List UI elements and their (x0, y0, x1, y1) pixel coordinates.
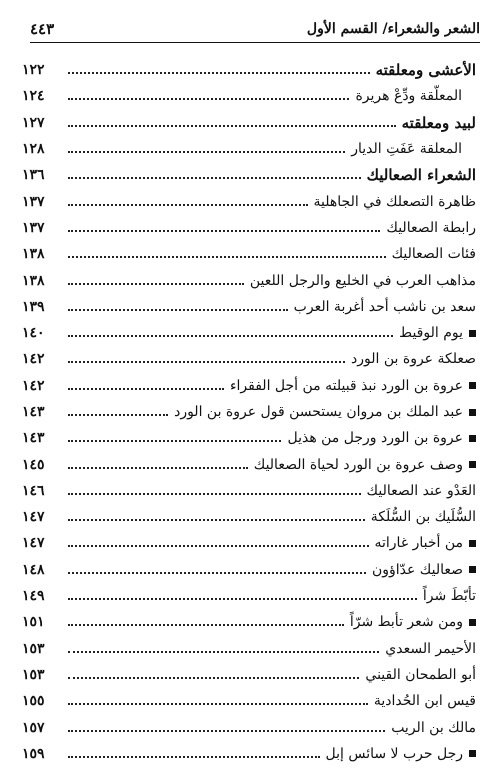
toc-entry-title: رابطة الصعاليك (386, 219, 476, 236)
toc-entry (22, 636, 476, 662)
toc-entry (22, 215, 476, 241)
toc-entry-title: مذاهب العرب في الخليع والرجل اللعين (249, 272, 476, 289)
square-bullet-icon (469, 409, 476, 416)
dot-leader (68, 598, 417, 600)
dot-leader (68, 256, 386, 258)
toc-entry-page: ١٢٤ (22, 88, 45, 105)
dot-leader (68, 335, 393, 337)
dot-leader (68, 283, 244, 285)
toc-entry (22, 110, 476, 136)
toc-entry-title: لبيد ومعلقته (401, 113, 476, 132)
square-bullet-icon (469, 566, 476, 573)
toc-entry-title: صعاليك عدّاؤون (371, 561, 463, 578)
toc-entry (22, 714, 476, 740)
toc-entry-page: ١٥١ (22, 614, 45, 631)
toc-entry-title: تأبّطَ شراً (422, 588, 476, 605)
toc-entry-title: العَدْو عند الصعاليك (366, 482, 476, 499)
toc-entry-title: أبو الطمحان القيني (365, 666, 476, 683)
dot-leader (68, 624, 344, 626)
toc-entry (22, 530, 476, 556)
dot-leader (68, 72, 370, 74)
toc-entry-page: ١٢٧ (22, 114, 45, 131)
dot-leader (68, 519, 365, 521)
toc-entry-title: ومن شعر تأبط شرّاً (349, 614, 463, 631)
toc-entry-title: السُّلَيك بن السُّلَكة (370, 509, 476, 526)
toc-entry (22, 741, 476, 767)
toc-entry (22, 346, 476, 372)
toc-entry (22, 241, 476, 267)
dot-leader (68, 493, 361, 495)
toc-entry-title: الشعراء الصعاليك (366, 166, 476, 185)
dot-leader (68, 677, 359, 679)
toc-entry (22, 557, 476, 583)
toc-entry-title: صعلكة عروة بن الورد (351, 351, 476, 368)
toc-entry-page: ١٣٨ (22, 272, 45, 289)
toc-entry (22, 57, 476, 83)
toc-entry-title: من أخبار غاراته (374, 535, 463, 552)
square-bullet-icon (469, 540, 476, 547)
dot-leader (68, 467, 248, 469)
toc-entry-title: يوم الوقيط (399, 325, 463, 342)
toc-entry-title: سعد بن ناشب أحد أغربة العرب (293, 298, 476, 315)
square-bullet-icon (469, 619, 476, 626)
dot-leader (68, 730, 385, 732)
toc-entry (22, 136, 476, 162)
toc-entry-page: ١٢٢ (22, 62, 45, 79)
toc-entry-page: ١٣٨ (22, 246, 45, 263)
toc-entry (22, 425, 476, 451)
toc-entry-page: ١٢٨ (22, 141, 45, 158)
toc-entry-page: ١٣٧ (22, 193, 45, 210)
toc-entry-page: ١٤٧ (22, 535, 45, 552)
toc-entry-title: ظاهرة التصعلك في الجاهلية (313, 193, 476, 210)
toc-entry (22, 320, 476, 346)
toc-entry-title: رجل حرب لا سائس إبل (325, 745, 463, 762)
toc-entry-page: ١٤٥ (22, 456, 45, 473)
toc-entry-title: المعلقة عَفَتِ الديار (351, 141, 462, 158)
toc-entry-page: ١٤٢ (22, 377, 45, 394)
toc-entry-title: الأعشى ومعلقته (375, 61, 476, 80)
toc-entry-page: ١٥٣ (22, 640, 45, 657)
toc-entry-page: ١٥٧ (22, 719, 45, 736)
toc-entry-title: مالك بن الريب (391, 719, 476, 736)
dot-leader (68, 545, 369, 547)
toc-entry-page: ١٤٢ (22, 351, 45, 368)
table-of-contents (22, 57, 476, 767)
dot-leader (68, 703, 368, 705)
dot-leader (68, 651, 379, 653)
dot-leader (68, 230, 380, 232)
toc-entry (22, 688, 476, 714)
dot-leader (68, 361, 345, 363)
toc-entry-page: ١٣٦ (22, 167, 45, 184)
toc-entry (22, 267, 476, 293)
toc-entry (22, 83, 476, 109)
toc-entry-title: الأحيمر السعدي (385, 640, 476, 657)
toc-entry-title: عبد الملك بن مروان يستحسن قول عروة بن الورد (174, 404, 463, 420)
dot-leader (68, 151, 345, 153)
dot-leader (68, 98, 349, 100)
toc-entry-title: المعلّقة ودِّعْ هريرة (355, 88, 462, 105)
toc-entry-page: ١٥٩ (22, 745, 45, 762)
toc-entry-page: ١٥٥ (22, 693, 45, 710)
dot-leader (68, 204, 308, 206)
square-bullet-icon (469, 461, 476, 468)
toc-entry (22, 583, 476, 609)
dot-leader (68, 177, 361, 179)
square-bullet-icon (469, 330, 476, 337)
toc-entry (22, 399, 476, 425)
dot-leader (68, 414, 168, 416)
toc-entry-title: وصف عروة بن الورد لحياة الصعاليك (253, 456, 463, 473)
toc-entry-page: ١٣٩ (22, 298, 45, 315)
toc-entry-page: ١٥٣ (22, 666, 45, 683)
dot-leader (68, 440, 281, 442)
square-bullet-icon (469, 435, 476, 442)
dot-leader (68, 572, 366, 574)
toc-entry-page: ١٤٩ (22, 588, 45, 605)
square-bullet-icon (469, 382, 476, 389)
toc-entry (22, 373, 476, 399)
toc-entry-page: ١٤٠ (22, 325, 45, 342)
dot-leader (68, 388, 224, 390)
square-bullet-icon (469, 750, 476, 757)
toc-entry-page: ١٤٣ (22, 404, 45, 420)
page-number: ٤٤٣ (30, 20, 55, 38)
toc-entry-page: ١٤٣ (22, 430, 45, 447)
toc-entry-title: فئات الصعاليك (391, 246, 476, 263)
toc-entry (22, 478, 476, 504)
running-title: الشعر والشعراء/ القسم الأول (306, 21, 480, 37)
toc-entry-page: ١٤٦ (22, 482, 45, 499)
running-header (30, 16, 480, 43)
toc-entry-page: ١٣٧ (22, 219, 45, 236)
toc-entry (22, 451, 476, 477)
toc-entry (22, 162, 476, 188)
toc-entry (22, 188, 476, 214)
toc-entry-page: ١٤٨ (22, 561, 45, 578)
toc-entry-title: عروة بن الورد ورجل من هذيل (287, 430, 463, 447)
toc-entry-page: ١٤٧ (22, 509, 45, 526)
toc-entry (22, 294, 476, 320)
toc-entry (22, 609, 476, 635)
toc-entry (22, 504, 476, 530)
toc-entry (22, 662, 476, 688)
toc-entry-title: عروة بن الورد نبذ قبيلته من أجل الفقراء (229, 377, 463, 394)
dot-leader (68, 756, 320, 758)
toc-entry-title: قيس ابن الحُدادية (373, 693, 476, 710)
dot-leader (68, 309, 288, 311)
dot-leader (68, 125, 396, 127)
